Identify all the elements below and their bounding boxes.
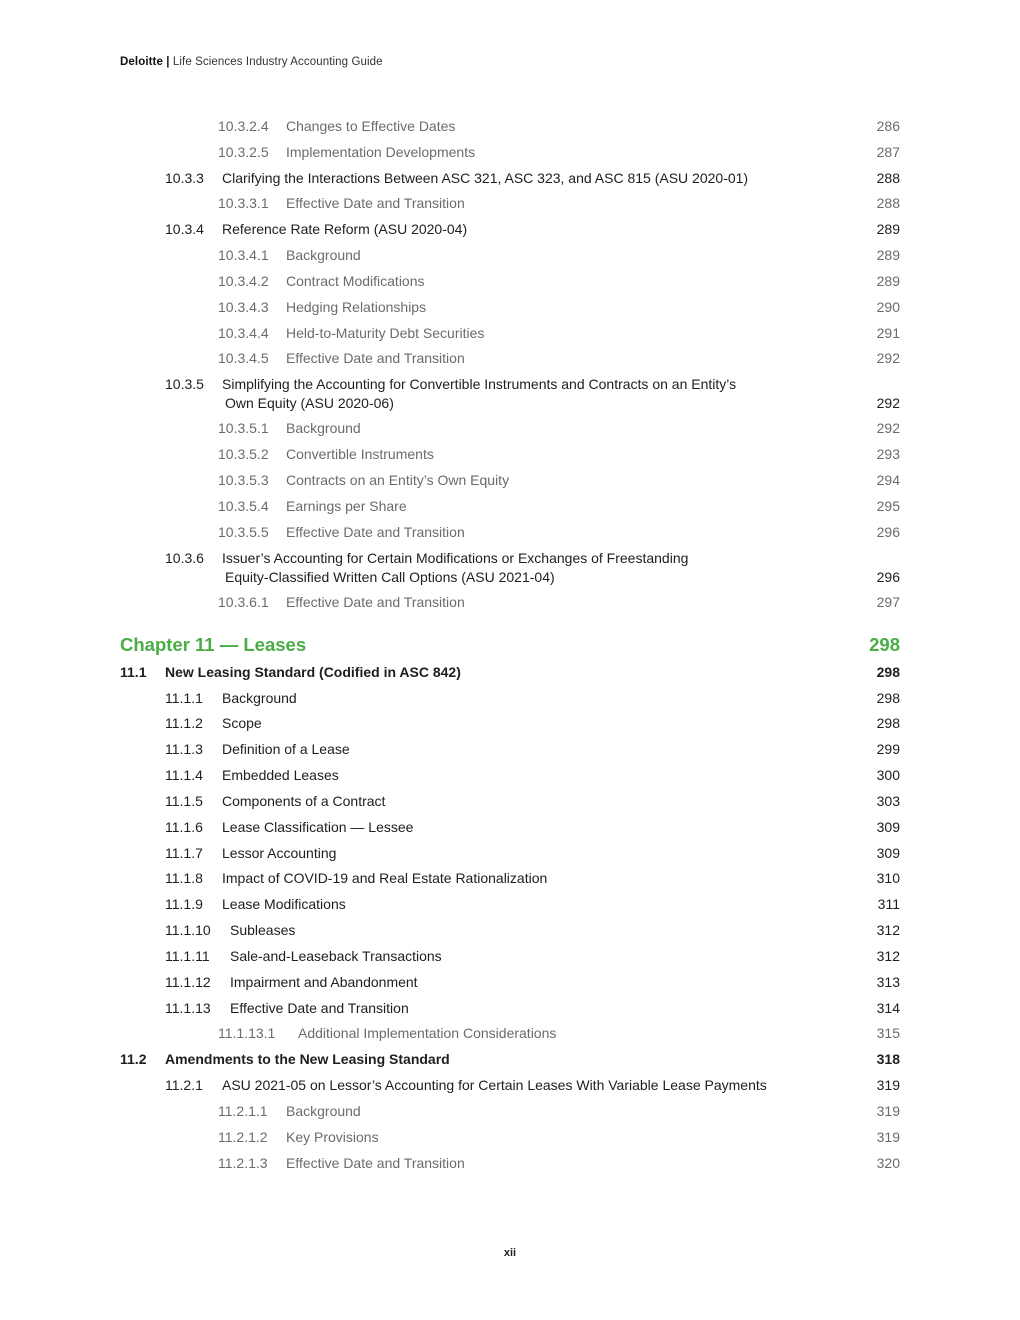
toc-entry-page: 319 bbox=[876, 1077, 900, 1093]
toc-entry-page: 318 bbox=[876, 1051, 900, 1067]
toc-entry-title bbox=[230, 973, 418, 992]
toc-entry-number: 11.1.12 bbox=[165, 974, 211, 990]
toc-entry-title bbox=[222, 844, 336, 863]
toc-entry-number: 11.1.6 bbox=[165, 819, 203, 835]
toc-entry-page: 287 bbox=[876, 144, 900, 160]
toc-entry-number: 11.1.2 bbox=[165, 715, 203, 731]
toc-entry-page: 298 bbox=[876, 664, 900, 680]
toc-entry-title-line: Changes to Effective Dates bbox=[286, 118, 456, 134]
toc-entry-page: 311 bbox=[877, 896, 900, 912]
toc-entry-title-line: Clarifying the Interactions Between ASC 321, ASC 323, and ASC 815 (ASU 2020-01) bbox=[222, 170, 749, 186]
toc-entry-number: 11.1.13.1 bbox=[218, 1025, 276, 1041]
toc-entry-title bbox=[222, 895, 346, 914]
toc-entry-title bbox=[230, 947, 442, 966]
toc-entry-title bbox=[222, 169, 748, 188]
toc-entry-title bbox=[222, 220, 467, 239]
toc-entry-title-line: Effective Date and Transition bbox=[286, 195, 465, 211]
toc-entry-title bbox=[230, 921, 295, 940]
toc-entry-number: 10.3.4.2 bbox=[218, 273, 269, 289]
toc-entry-page: 289 bbox=[876, 247, 900, 263]
toc-entry-page: 296 bbox=[876, 569, 900, 585]
toc-entry-title-line: Amendments to the New Leasing Standard bbox=[165, 1051, 450, 1067]
toc-entry-title bbox=[222, 869, 547, 888]
toc-entry-page: 319 bbox=[876, 1129, 900, 1145]
toc-entry-number: 11.1.7 bbox=[165, 845, 203, 861]
toc-entry-page: 309 bbox=[876, 819, 900, 835]
toc-entry-page: 299 bbox=[876, 741, 900, 757]
toc-entry-page: 298 bbox=[876, 715, 900, 731]
toc-entry-title-line: Components of a Contract bbox=[222, 793, 386, 809]
toc-entry-title bbox=[222, 714, 262, 733]
toc-entry-page: 312 bbox=[876, 948, 900, 964]
toc-entry-title bbox=[286, 419, 361, 438]
brand-name: Deloitte bbox=[120, 56, 163, 68]
toc-entry-title-line: Effective Date and Transition bbox=[286, 594, 465, 610]
toc-entry-page: 315 bbox=[876, 1025, 900, 1041]
toc-entry-title-line: Lease Classification — Lessee bbox=[222, 819, 414, 835]
toc-entry-page: 312 bbox=[876, 922, 900, 938]
toc-entry-title bbox=[286, 471, 509, 490]
toc-entry-title-line: Earnings per Share bbox=[286, 498, 407, 514]
toc-entry-page: 288 bbox=[876, 195, 900, 211]
toc-entry-title-line: Issuer’s Accounting for Certain Modifications or Exchanges of Freestanding bbox=[222, 550, 689, 566]
toc-entry-number: 10.3.3.1 bbox=[218, 195, 269, 211]
toc-entry-page: 298 bbox=[869, 634, 900, 655]
toc-entry-number: 10.3.2.5 bbox=[218, 144, 269, 160]
toc-entry-page: 314 bbox=[876, 1000, 900, 1016]
toc-entry-title bbox=[230, 999, 409, 1018]
toc-entry-title bbox=[286, 246, 361, 265]
toc-entry-title bbox=[165, 663, 461, 682]
toc-entry-title-line: Effective Date and Transition bbox=[286, 1155, 465, 1171]
toc-entry-title-line: Contracts on an Entity’s Own Equity bbox=[286, 472, 510, 488]
toc-entry-number: 10.3.4.5 bbox=[218, 350, 269, 366]
toc-entry-page: 286 bbox=[876, 118, 900, 134]
toc-entry-number: 11.2.1 bbox=[165, 1077, 203, 1093]
toc-entry-title bbox=[286, 1154, 465, 1173]
toc-entry-page: 290 bbox=[876, 299, 900, 315]
toc-entry-title-line: Scope bbox=[222, 715, 262, 731]
toc-entry-title-line: Embedded Leases bbox=[222, 767, 339, 783]
toc-entry-title bbox=[222, 818, 413, 837]
toc-entry-title bbox=[222, 766, 339, 785]
toc-entry-title bbox=[222, 549, 688, 587]
toc-entry-page: 289 bbox=[876, 221, 900, 237]
toc-entry-title-line: Convertible Instruments bbox=[286, 446, 434, 462]
toc-entry-title-line: Background bbox=[286, 247, 361, 263]
toc-entry-title bbox=[222, 1076, 767, 1095]
toc-entry-title bbox=[286, 593, 465, 612]
toc-entry-title bbox=[222, 689, 297, 708]
toc-entry-page: 310 bbox=[876, 870, 900, 886]
page-number: xii bbox=[503, 1247, 517, 1259]
toc-entry-title bbox=[286, 497, 407, 516]
toc-entry-title-line: Background bbox=[286, 420, 361, 436]
toc-entry-title bbox=[286, 523, 465, 542]
toc-entry-number: 11.2.1.1 bbox=[218, 1103, 268, 1119]
toc-entry-title bbox=[286, 117, 455, 136]
toc-entry-page: 292 bbox=[876, 395, 900, 411]
toc-entry-number: 11.1.5 bbox=[165, 793, 203, 809]
toc-entry-title-line: Simplifying the Accounting for Convertible Instruments and Contracts on an Entity’s bbox=[222, 376, 737, 392]
toc-entry-title bbox=[286, 143, 475, 162]
toc-entry-number: 10.3.4.4 bbox=[218, 325, 269, 341]
toc-entry-page: 295 bbox=[876, 498, 900, 514]
toc-entry-title-line: Reference Rate Reform (ASU 2020-04) bbox=[222, 221, 468, 237]
toc-entry-number: 11.2.1.3 bbox=[218, 1155, 268, 1171]
toc-entry-title bbox=[286, 272, 425, 291]
toc-entry-title bbox=[286, 349, 465, 368]
toc-entry-title bbox=[286, 445, 434, 464]
toc-entry-number: 10.3.3 bbox=[165, 170, 204, 186]
toc-entry-title bbox=[286, 1102, 361, 1121]
toc-entry-page: 300 bbox=[876, 767, 900, 783]
toc-entry-title-line: Impairment and Abandonment bbox=[230, 974, 418, 990]
toc-entry-number: 11.1.4 bbox=[165, 767, 203, 783]
toc-entry-number: 11.1 bbox=[120, 664, 147, 680]
toc-entry-page: 292 bbox=[876, 420, 900, 436]
toc-entry-number: 11.1.3 bbox=[165, 741, 203, 757]
toc-entry-number: 10.3.5 bbox=[165, 376, 204, 392]
toc-entry-page: 298 bbox=[876, 690, 900, 706]
toc-entry-title bbox=[286, 298, 426, 317]
toc-entry-number: 10.3.6 bbox=[165, 550, 204, 566]
toc-entry-title-line: Impact of COVID-19 and Real Estate Rationalization bbox=[222, 870, 548, 886]
toc-entry-title bbox=[298, 1024, 556, 1043]
toc-entry-title-line: Background bbox=[222, 690, 297, 706]
toc-entry-number: 11.1.11 bbox=[165, 948, 210, 964]
toc-entry-number: 11.2 bbox=[120, 1051, 147, 1067]
toc-entry-number: 11.1.8 bbox=[165, 870, 203, 886]
toc-entry-title bbox=[165, 1050, 450, 1069]
toc-entry-number: 10.3.4.3 bbox=[218, 299, 269, 315]
toc-entry-number: 10.3.5.2 bbox=[218, 446, 269, 462]
toc-entry-title-line: Effective Date and Transition bbox=[286, 524, 465, 540]
toc-entry-title-line: Equity-Classified Written Call Options (ASU 2021-04) bbox=[225, 569, 555, 585]
toc-entry-number: 10.3.5.1 bbox=[218, 420, 269, 436]
toc-entry-page: 313 bbox=[876, 974, 900, 990]
toc-entry-number: 10.3.4 bbox=[165, 221, 204, 237]
toc-entry-number: 10.3.5.4 bbox=[218, 498, 269, 514]
toc-entry-page: 297 bbox=[876, 594, 900, 610]
toc-entry-number: 11.1.13 bbox=[165, 1000, 211, 1016]
toc-entry-number: 10.3.5.5 bbox=[218, 524, 269, 540]
toc-entry-page: 293 bbox=[876, 446, 900, 462]
toc-entry-title-line: Definition of a Lease bbox=[222, 741, 350, 757]
toc-entry-title-line: Lease Modifications bbox=[222, 896, 346, 912]
toc-entry-page: 309 bbox=[876, 845, 900, 861]
toc-entry-title-line: Effective Date and Transition bbox=[286, 350, 465, 366]
toc-entry-page: 288 bbox=[876, 170, 900, 186]
toc-entry-title-line: Hedging Relationships bbox=[286, 299, 427, 315]
toc-entry-page: 289 bbox=[876, 273, 900, 289]
toc-entry-title-line: Background bbox=[286, 1103, 361, 1119]
toc-entry-title-line: Key Provisions bbox=[286, 1129, 379, 1145]
toc-entry-number: 10.3.6.1 bbox=[218, 594, 269, 610]
toc-entry-page: 291 bbox=[876, 325, 900, 341]
toc-entry-title-line: Additional Implementation Considerations bbox=[298, 1025, 557, 1041]
toc-entry-number: 11.1.10 bbox=[165, 922, 211, 938]
toc-entry-number: 11.1.1 bbox=[165, 690, 203, 706]
toc-entry-page: 292 bbox=[876, 350, 900, 366]
toc-entry-page: 296 bbox=[876, 524, 900, 540]
toc-entry-title-line: ASU 2021-05 on Lessor’s Accounting for Certain Leases With Variable Lease Payments bbox=[222, 1077, 767, 1093]
toc-entry-page: 303 bbox=[876, 793, 900, 809]
header-separator: | bbox=[166, 56, 170, 68]
toc-entry-title bbox=[120, 634, 306, 656]
toc-entry-title-line: Held-to-Maturity Debt Securities bbox=[286, 325, 485, 341]
guide-title: Life Sciences Industry Accounting Guide bbox=[172, 56, 383, 68]
toc-entry-title-line: Implementation Developments bbox=[286, 144, 476, 160]
toc-entry-title bbox=[222, 375, 736, 413]
toc-entry-title-line: Own Equity (ASU 2020-06) bbox=[225, 395, 394, 411]
running-header bbox=[120, 56, 383, 68]
toc-entry-title-line: Contract Modifications bbox=[286, 273, 425, 289]
toc-entry-number: 10.3.2.4 bbox=[218, 118, 269, 134]
toc-entry-title bbox=[286, 324, 484, 343]
toc-entry-number: 10.3.4.1 bbox=[218, 247, 269, 263]
toc-entry-number: 11.1.9 bbox=[165, 896, 203, 912]
toc-entry-title-line: Sale-and-Leaseback Transactions bbox=[230, 948, 442, 964]
toc-entry-page: 319 bbox=[876, 1103, 900, 1119]
toc-entry-title-line: New Leasing Standard (Codified in ASC 842) bbox=[165, 664, 461, 680]
toc-entry-title-line: Subleases bbox=[230, 922, 296, 938]
toc-entry-title bbox=[286, 1128, 379, 1147]
toc-entry-number: 10.3.5.3 bbox=[218, 472, 269, 488]
toc-entry-title-line: Lessor Accounting bbox=[222, 845, 337, 861]
toc-entry-page: 320 bbox=[876, 1155, 900, 1171]
toc-entry-title-line: Effective Date and Transition bbox=[230, 1000, 409, 1016]
toc-entry-title bbox=[222, 740, 350, 759]
toc-entry-title bbox=[286, 194, 465, 213]
toc-entry-title bbox=[222, 792, 385, 811]
toc-entry-title-line: Chapter 11 — Leases bbox=[120, 634, 307, 655]
toc-entry-number: 11.2.1.2 bbox=[218, 1129, 268, 1145]
toc-entry-page: 294 bbox=[876, 472, 900, 488]
